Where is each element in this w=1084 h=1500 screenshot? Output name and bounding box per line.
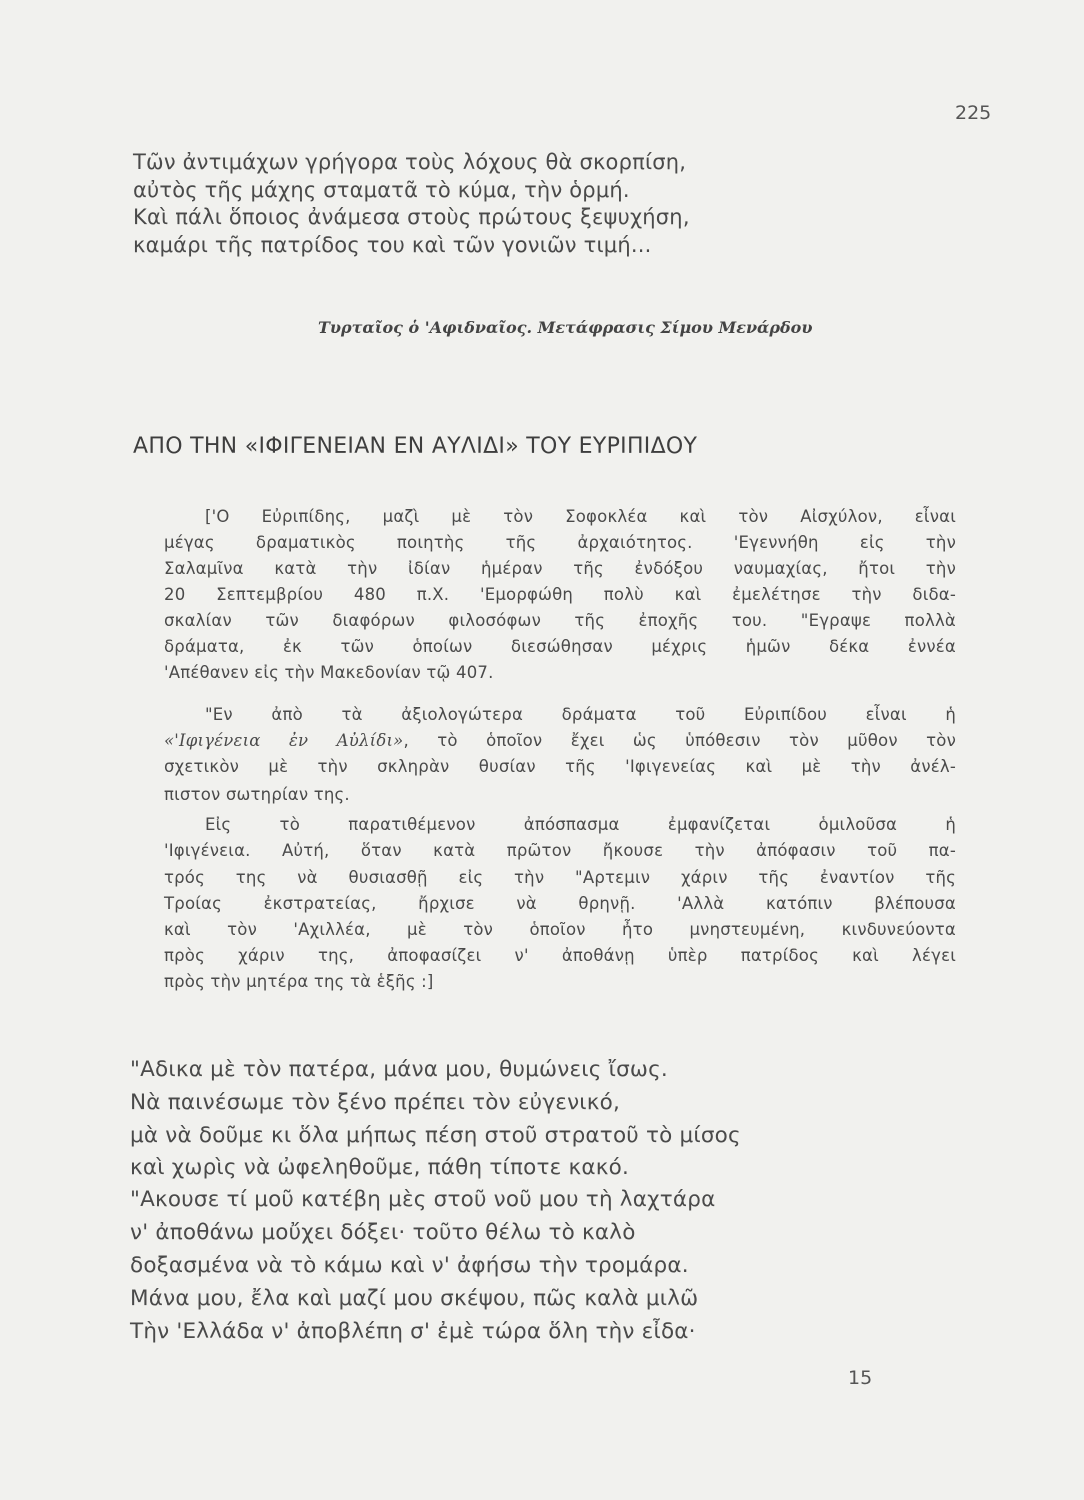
- verse-line: αὐτὸς τῆς μάχης σταματᾶ τὸ κύμα, τὴν ὁρμή.: [133, 178, 630, 202]
- text-line: πρὸς χάριν της, ἀποφασίζει ν' ἀποθάνῃ ὑπὲρ πατρίδος καὶ λέγει: [164, 946, 956, 965]
- play-title: «'Ιφιγένεια ἐν Αὐλίδι»: [164, 731, 404, 750]
- verse-line: ν' ἀποθάνω μοὔχει δόξει· τοῦτο θέλω τὸ καλὸ: [130, 1220, 636, 1245]
- page-number-bottom: 15: [848, 1367, 873, 1389]
- verse-line: Τὴν 'Ελλάδα ν' ἀποβλέπη σ' ἐμὲ τώρα ὅλη τὴν εἶδα·: [130, 1319, 696, 1344]
- text-line: 'Απέθανεν εἰς τὴν Μακεδονίαν τῷ 407.: [164, 663, 494, 682]
- text-line: σκαλίαν τῶν διαφόρων φιλοσόφων τῆς ἐποχῆς του. "Εγραψε πολλὰ: [164, 611, 956, 630]
- text-line: [164, 731, 956, 750]
- text-line: δράματα, ἐκ τῶν ὁποίων διεσώθησαν μέχρις ἡμῶν δέκα ἐννέα: [164, 637, 956, 656]
- text-line: ['Ο Εὐριπίδης, μαζὶ μὲ τὸν Σοφοκλέα καὶ τὸν Αἰσχύλον, εἶναι: [205, 507, 956, 526]
- text-line: Σαλαμῖνα κατὰ τὴν ἰδίαν ἡμέραν τῆς ἐνδόξου ναυμαχίας, ἤτοι τὴν: [164, 559, 956, 578]
- verse-line: καμάρι τῆς πατρίδος του καὶ τῶν γονιῶν τιμή...: [133, 233, 652, 257]
- text-line: 'Ιφιγένεια. Αὐτή, ὅταν κατὰ πρῶτον ἤκουσε τὴν ἀπόφασιν τοῦ πα-: [164, 841, 956, 860]
- text-line: πρὸς τὴν μητέρα της τὰ ἑξῆς :]: [164, 972, 434, 991]
- verse-line: "Ακουσε τί μοῦ κατέβη μὲς στοῦ νοῦ μου τὴ λαχτάρα: [130, 1187, 716, 1212]
- verse-line: μὰ νὰ δοῦμε κι ὅλα μήπως πέση στοῦ στρατοῦ τὸ μίσος: [130, 1123, 741, 1148]
- verse-line: Νὰ παινέσωμε τὸν ξένο πρέπει τὸν εὐγενικό,: [130, 1090, 621, 1115]
- text-line: 20 Σεπτεμβρίου 480 π.Χ. 'Εμορφώθη πολὺ καὶ ἐμελέτησε τὴν διδα-: [164, 585, 956, 604]
- verse-line: "Αδικα μὲ τὸν πατέρα, μάνα μου, θυμώνεις ἴσως.: [130, 1057, 668, 1082]
- text-line: μέγας δραματικὸς ποιητὴς τῆς ἀρχαιότητος. 'Εγεννήθη εἰς τὴν: [164, 533, 956, 552]
- text-line: σχετικὸν μὲ τὴν σκληρὰν θυσίαν τῆς 'Ιφιγενείας καὶ μὲ τὴν ἀνέλ-: [164, 757, 956, 776]
- text-fragment: , τὸ ὁποῖον ἔχει ὡς ὑπόθεσιν τὸν μῦθον τὸν: [403, 731, 956, 750]
- attribution: Τυρταῖος ὁ 'Αφιδναῖος. Μετάφρασις Σίμου Μενάρδου: [318, 318, 813, 337]
- text-line: πιστον σωτηρίαν της.: [164, 785, 350, 804]
- verse-line: Τῶν ἀντιμάχων γρήγορα τοὺς λόχους θὰ σκορπίση,: [133, 150, 687, 174]
- page-number-top: 225: [955, 102, 992, 124]
- section-heading: ΑΠΟ ΤΗΝ «ΙΦΙΓΕΝΕΙΑΝ ΕΝ ΑΥΛΙΔΙ» ΤΟΥ ΕΥΡΙΠΙΔΟΥ: [133, 434, 698, 459]
- verse-line: Μάνα μου, ἔλα καὶ μαζί μου σκέψου, πῶς καλὰ μιλῶ: [130, 1286, 699, 1311]
- text-line: Τροίας ἐκστρατείας, ἤρχισε νὰ θρηνῇ. 'Αλλὰ κατόπιν βλέπουσα: [164, 894, 956, 913]
- verse-line: Καὶ πάλι ὅποιος ἀνάμεσα στοὺς πρώτους ξεψυχήση,: [133, 205, 690, 229]
- text-line: τρός της νὰ θυσιασθῇ εἰς τὴν "Αρτεμιν χάριν τῆς ἐναντίον τῆς: [164, 868, 956, 887]
- verse-line: δοξασμένα νὰ τὸ κάμω καὶ ν' ἀφήσω τὴν τρομάρα.: [130, 1253, 689, 1278]
- text-line: "Εν ἀπὸ τὰ ἀξιολογώτερα δράματα τοῦ Εὐριπίδου εἶναι ἡ: [205, 705, 956, 724]
- text-line: καὶ τὸν 'Αχιλλέα, μὲ τὸν ὁποῖον ἦτο μνηστευμένη, κινδυνεύοντα: [164, 920, 956, 939]
- text-line: Εἰς τὸ παρατιθέμενον ἀπόσπασμα ἐμφανίζεται ὁμιλοῦσα ἡ: [205, 815, 956, 834]
- verse-line: καὶ χωρὶς νὰ ὠφεληθοῦμε, πάθη τίποτε κακό.: [130, 1155, 629, 1180]
